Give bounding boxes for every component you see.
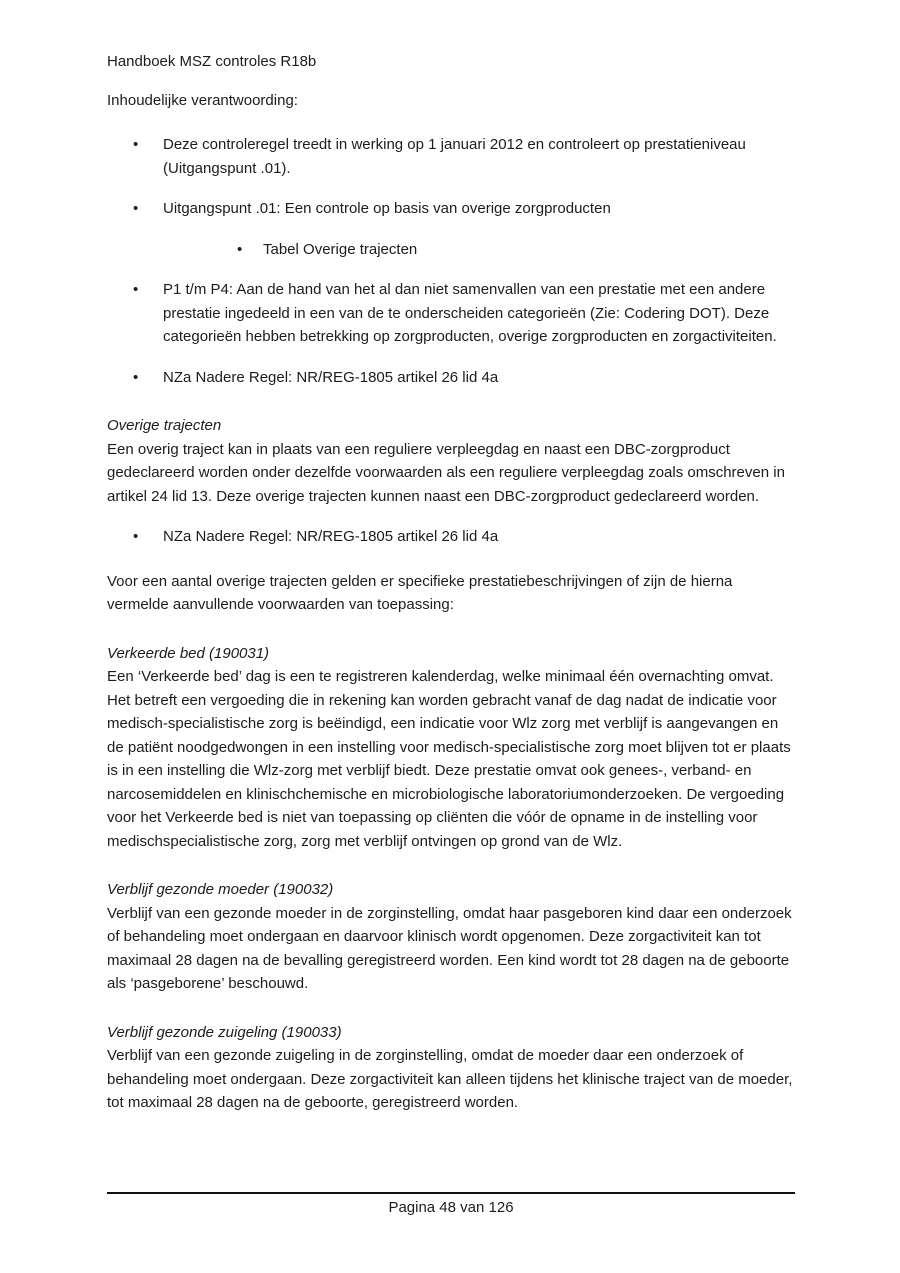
list-item-text: NZa Nadere Regel: NR/REG-1805 artikel 26 lid 4a: [163, 368, 499, 386]
section-title-overige-trajecten: Overige trajecten: [107, 417, 222, 434]
section-body-verkeerde-bed: Een ‘Verkeerde bed’ dag is een te registreren kalenderdag, welke minimaal één overnachting omvat. Het betreft een vergoeding die in rekening kan worden gebracht vanaf de dag nadat de indicatie voor medisch-specialistische zorg is beëindigd, een indicatie voor Wlz zorg met verblijf is aangevangen en de patiënt noodgedwongen in een instelling voor medisch-specialistische zorg moet blijven tot er plaats is in een instelling die Wlz-zorg met verblijf biedt. Deze prestatie omvat ook genees-, verband- en narcosemiddelen en klinischchemische en microbiologische laboratoriumonderzoeken. De vergoeding voor het Verkeerde bed is niet van toepassing op cliënten die vóór de opname in de instelling voor medischspecialistische zorg, zorg met verblijf ontvingen op grond van de Wlz.: [107, 668, 791, 850]
page-footer: [107, 1192, 795, 1220]
page-number: Pagina 48 van 126: [388, 1199, 514, 1216]
section-body-verblijf-gezonde-zuigeling: Verblijf van een gezonde zuigeling in de zorginstelling, omdat de moeder daar een onderzoek of behandeling moet ondergaan. Deze zorgactiviteit kan alleen tijdens het klinische traject van de moeder, tot maximaal 28 dagen na de geboorte, geregistreerd worden.: [107, 1047, 793, 1111]
intro-line: Inhoudelijke verantwoording:: [107, 91, 298, 109]
list-item-text: Deze controleregel treedt in werking op 1 januari 2012 en controleert op prestatieniveau (Uitgangspunt .01).: [163, 136, 746, 177]
section-title-verblijf-gezonde-zuigeling: Verblijf gezonde zuigeling (190033): [107, 1023, 342, 1041]
section-body-verblijf-gezonde-moeder: Verblijf van een gezonde moeder in de zorginstelling, omdat haar pasgeboren kind daar een onderzoek of behandeling moet ondergaan en daarvoor klinisch wordt opgenomen. Deze zorgactiviteit kan tot maximaal 28 dagen na de bevalling geregistreerd worden. Een kind wordt tot 28 dagen na de geboorte als ‘pasgeborene’ beschouwd.: [107, 904, 792, 992]
document-header-title: Handboek MSZ controles R18b: [107, 53, 317, 70]
sub-list-item-text: Tabel Overige trajecten: [263, 240, 418, 258]
section-body-overige-trajecten: Een overig traject kan in plaats van een reguliere verpleegdag en naast een DBC-zorgproduct gedeclareerd worden onder dezelfde voorwaarden als een reguliere verpleegdag zoals omschreven in artikel 24 lid 13. Deze overige trajecten kunnen naast een DBC-zorgproduct gedeclareerd worden.: [107, 440, 785, 505]
section-title-verblijf-gezonde-moeder: Verblijf gezonde moeder (190032): [107, 881, 334, 898]
sub-bullet-list: [163, 238, 795, 262]
section-title-verkeerde-bed: Verkeerde bed (190031): [107, 644, 270, 662]
bullet-list: [107, 525, 795, 549]
list-item-text: Uitgangspunt .01: Een controle op basis van overige zorgproducten: [163, 200, 611, 217]
sub-list-item: [263, 238, 795, 262]
list-item: [163, 278, 795, 349]
list-item: [163, 197, 795, 261]
list-item: [163, 133, 795, 180]
list-item-text: NZa Nadere Regel: NR/REG-1805 artikel 26 lid 4a: [163, 528, 499, 545]
list-item: [163, 525, 795, 549]
list-item-text: P1 t/m P4: Aan de hand van het al dan niet samenvallen van een prestatie met een andere prestatie ingedeeld in een van de te onderscheiden categorieën (Zie: Codering DOT). Deze categorieën hebben betrekking op zorgproducten, overige zorgproducten en zorgactiviteiten.: [163, 281, 777, 345]
footer-divider: [107, 1192, 795, 1194]
bullet-list: [107, 133, 795, 389]
note-paragraph: Voor een aantal overige trajecten gelden er specifieke prestatiebeschrijvingen of zijn de hierna vermelde aanvullende voorwaarden van toepassing:: [107, 572, 733, 613]
list-item: [163, 366, 795, 390]
